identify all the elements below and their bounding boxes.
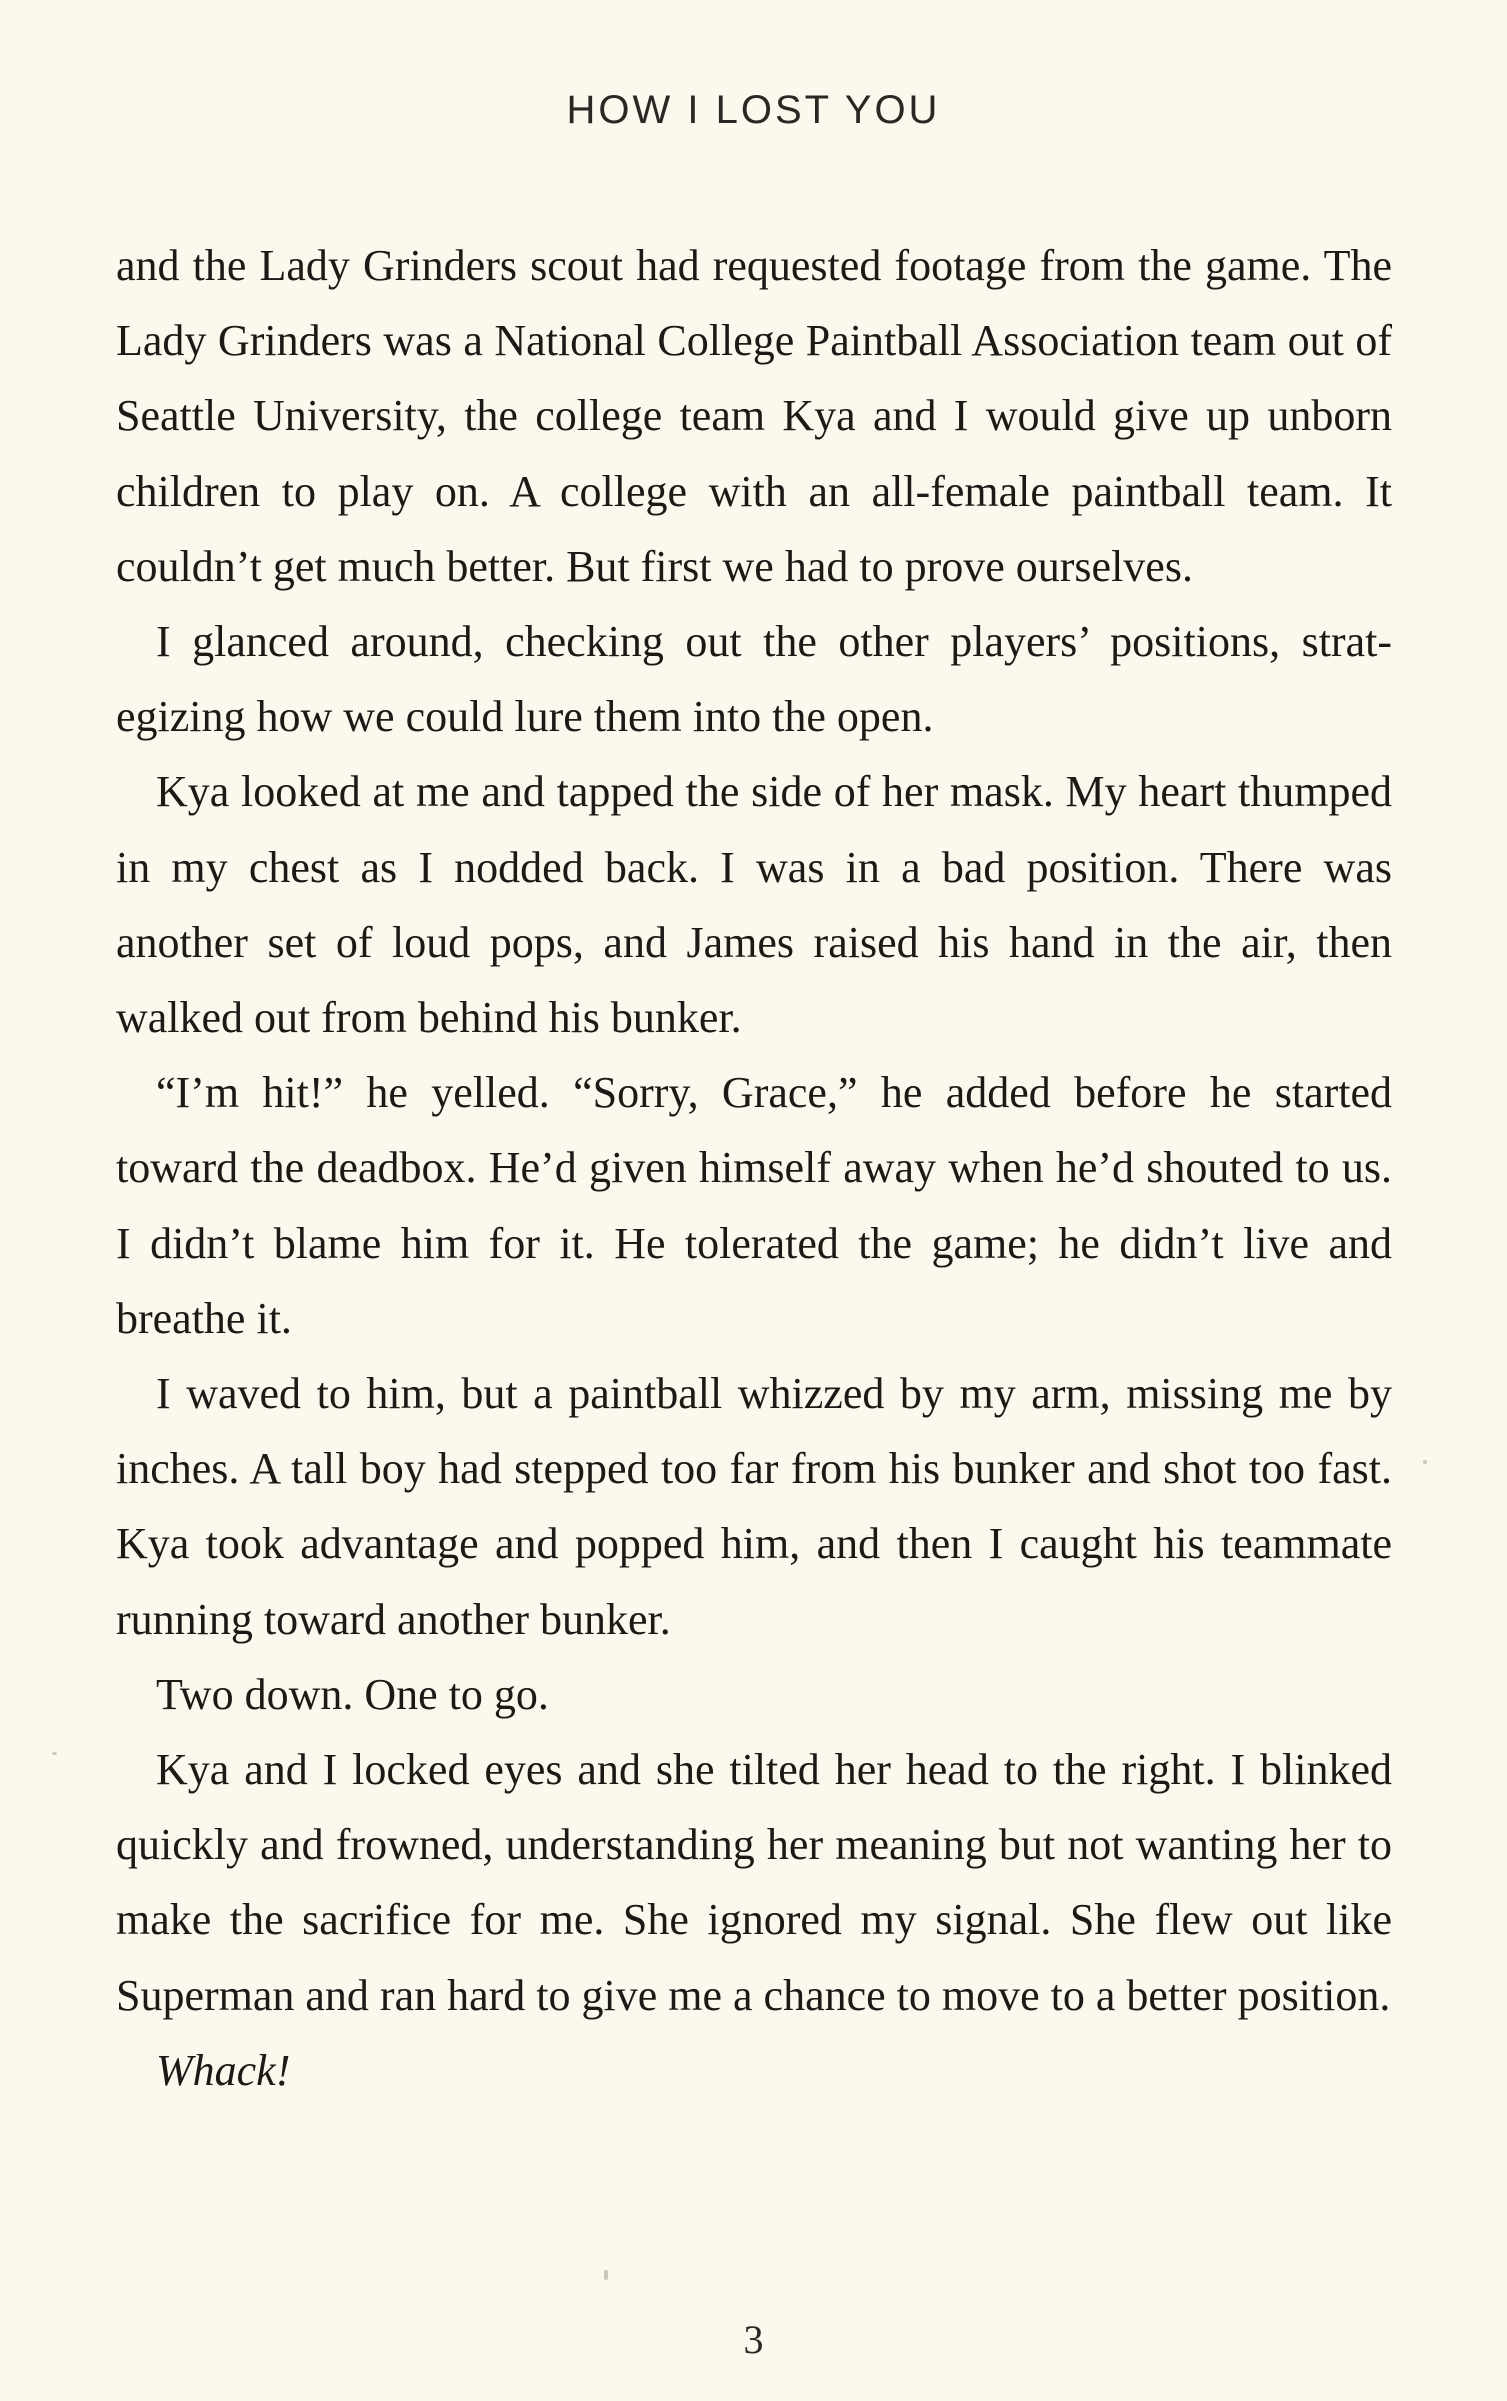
running-head: HOW I LOST YOU: [566, 88, 941, 132]
scan-speck: [52, 1752, 57, 1755]
scan-speck: [1423, 1460, 1427, 1464]
paragraph: I waved to him, but a paintball whizzed by my arm, missing me by inches. A tall boy had stepped too far from his bunker and shot too fast. Kya took advantage and popped him, and then I caught his teammate running toward another bunker.: [116, 1369, 1392, 1644]
body-text: [116, 228, 1392, 2108]
paragraph: and the Lady Grinders scout had requested footage from the game. The Lady Grinders was a National College Paintball Association team out of Seattle University, the college team Kya and I would give up unborn children to play on. A college with an all-female paintball team. It couldn’t get much better. But first we had to prove ourselves.: [116, 241, 1392, 591]
italic-exclamation: Whack!: [156, 2045, 291, 2095]
paragraph: Two down. One to go.: [156, 1669, 549, 1719]
paragraph: Kya and I locked eyes and she tilted her head to the right. I blinked quickly and frowned, understanding her meaning but not wanting her to make the sacrifice for me. She ignored my signal. She flew out like Superman and ran hard to give me a chance to move to a better position.: [116, 1745, 1392, 2020]
paragraph: I glanced around, checking out the other players’ positions, strategizing how we could lure them into the open.: [116, 617, 1392, 742]
page-number: 3: [743, 2317, 764, 2362]
paragraph: Kya looked at me and tapped the side of her mask. My heart thumped in my chest as I nodded back. I was in a bad position. There was another set of loud pops, and James raised his hand in the air, then walked out from behind his bunker.: [116, 767, 1392, 1043]
paragraph: “I’m hit!” he yelled. “Sorry, Grace,” he added before he started toward the deadbox. He’d given himself away when he’d shouted to us. I didn’t blame him for it. He tolerated the game; he didn’t live and breathe it.: [116, 1068, 1392, 1343]
scan-speck: [604, 2270, 608, 2280]
